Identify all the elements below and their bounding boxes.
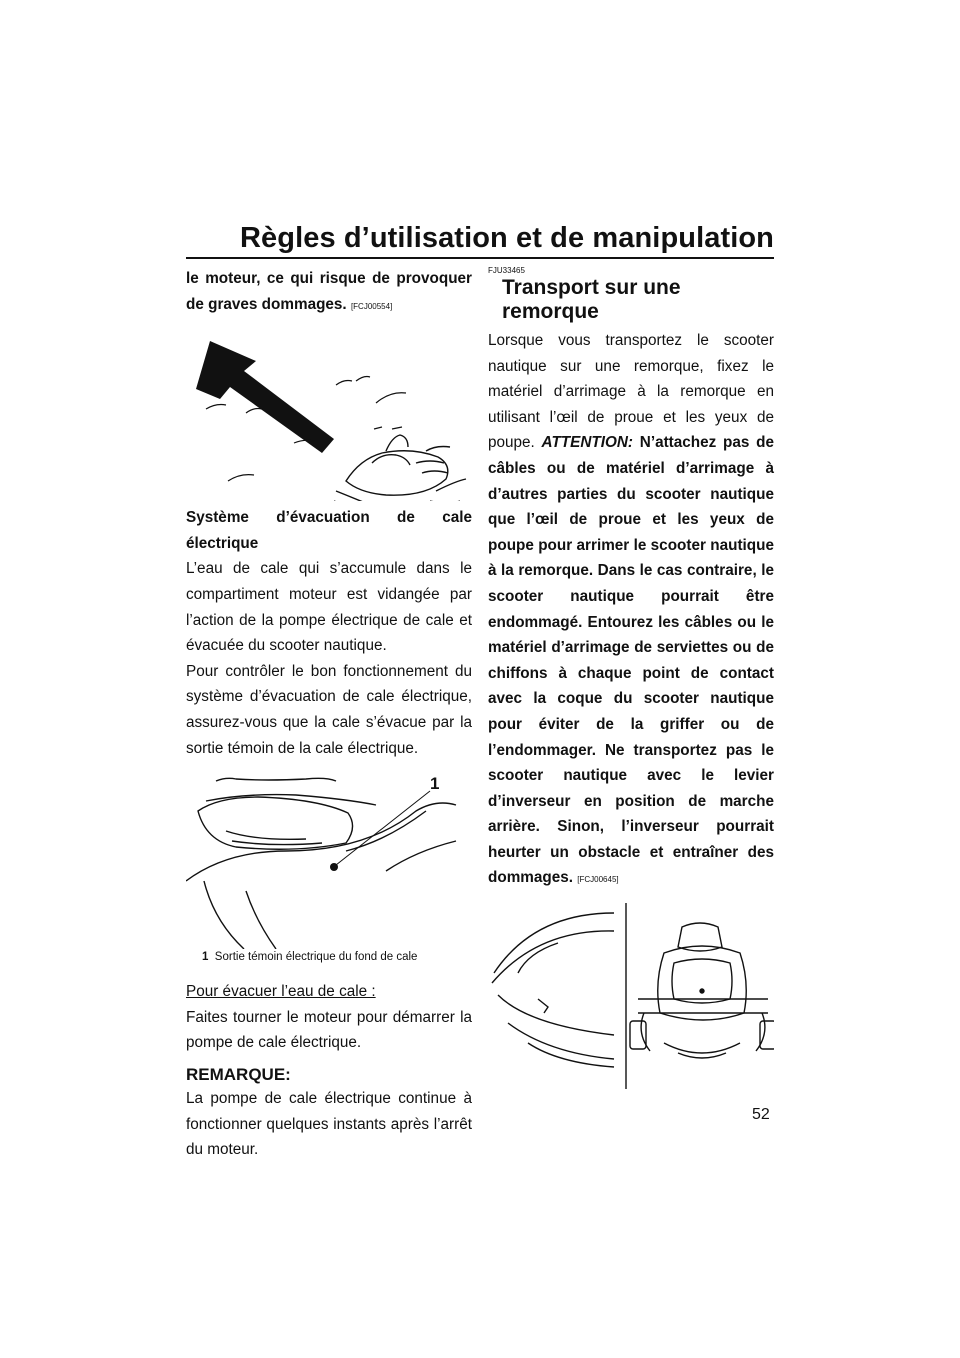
direction-arrow-icon [196, 341, 334, 453]
trailer-intro: Lorsque vous transportez le scooter nautique sur une remorque, fixez le matériel d’arrimage à la remorque en utilisant l’œil de proue et les yeux de poupe. [488, 332, 774, 452]
bilge-heading: Système d’évacuation de cale électrique [186, 509, 472, 552]
page-number: 52 [752, 1106, 770, 1123]
bilge-paragraph-1: L’eau de cale qui s’accumule dans le compartiment moteur est vidangée par l’action de la pompe électrique de cale et évacuée du scooter nautique. [186, 560, 472, 655]
figure-caption [202, 949, 472, 965]
bilge-outlet-figure [186, 771, 472, 949]
attention-label: ATTENTION: [541, 434, 634, 452]
evacuation-text: Faites tourner le moteur pour démarrer la pompe de cale électrique. [186, 1008, 472, 1052]
left-column [186, 266, 472, 1163]
page-title: Règles d’utilisation et de manipulation [239, 222, 774, 254]
trailer-illustration [488, 903, 774, 1089]
trailer-heading: Transport sur une remorque [502, 276, 681, 323]
title-rule [186, 257, 774, 259]
bow-eye-view [492, 913, 614, 1067]
attention-code: [FCJ00645] [577, 875, 619, 885]
bilge-paragraph-2: Pour contrôler le bon fonctionnement du système d’évacuation de cale électrique, assurez-vous que la cale s’évacue par la sortie témoin de la cale électrique. [186, 662, 472, 757]
warning-code: [FCJ00554] [350, 301, 393, 311]
evacuation-heading: Pour évacuer l’eau de cale : [186, 983, 376, 1001]
remarque-text: La pompe de cale électrique continue à fonctionner quelques instants après l’arrêt du moteur. [186, 1089, 472, 1159]
trailer-paragraph [488, 328, 774, 893]
remarque-label: REMARQUE: [186, 1064, 291, 1084]
warning-continuation [186, 266, 472, 319]
bilge-outlet-illustration [186, 771, 472, 949]
caption-number: 1 [202, 951, 209, 964]
callout-number: 1 [430, 774, 440, 794]
attention-text: N’attachez pas de câbles ou de matériel d’arrimage à d’autres parties du scooter nautique que l’œil de proue et les yeux de poupe pour arrimer le scooter nautique à la remorque. Dans le cas contraire, le scooter nautique pourrait être endommagé. Entourez les câbles ou le matériel d’arrimage de serviettes ou de chiffons à chaque point de contact avec la coque du scooter nautique pour éviter de la griffer ou de l’endommager. Ne transportez pas le scooter nautique avec le levier d’inverseur en position de marche arrière. Sinon, l’inverseur pourrait heurter un obstacle et entraîner des dommages. [488, 434, 774, 887]
reference-code: FJU33465 [488, 266, 525, 275]
jetski-icon [334, 435, 466, 501]
jetski-wake-illustration [186, 331, 472, 501]
caption-text: Sortie témoin électrique du fond de cale [214, 951, 418, 964]
stern-eyes-view [630, 923, 774, 1058]
warning-text: le moteur, ce qui risque de provoquer de graves dommages. [186, 270, 472, 313]
right-column [488, 266, 774, 1089]
